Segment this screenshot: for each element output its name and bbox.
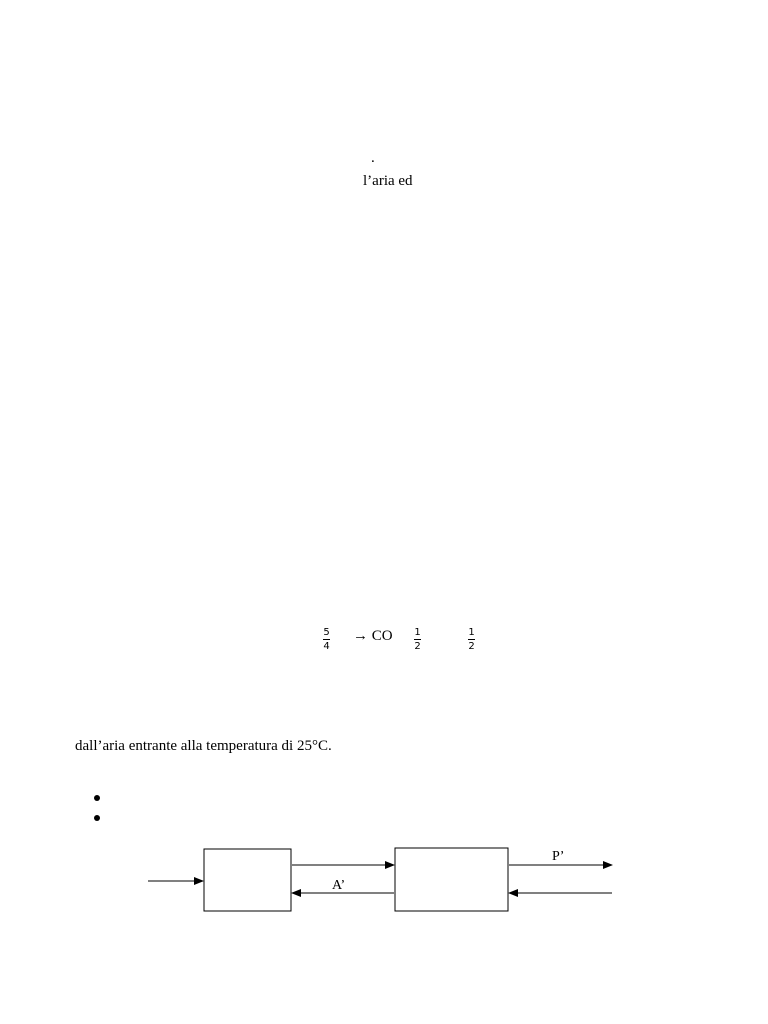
fraction-numerator: 1 [468, 627, 475, 638]
process-block-right [395, 848, 508, 911]
fraction-one-half-a [414, 626, 421, 653]
reaction-arrow-co: → CO [353, 628, 393, 644]
fraction-five-fourths [323, 626, 330, 653]
text-fragment-aria: l’aria ed [363, 173, 413, 189]
process-block-left [204, 849, 291, 911]
paragraph-text: dall’aria entrante alla temperatura di 25°C. [75, 738, 332, 754]
fraction-numerator: 5 [323, 627, 330, 638]
fraction-one-half-b [468, 626, 475, 653]
fraction-denominator: 4 [323, 641, 330, 652]
stream-label-a: A’ [332, 878, 346, 893]
bullet-point [94, 815, 100, 821]
stray-dot: . [371, 150, 375, 166]
fraction-denominator: 2 [414, 641, 421, 652]
stream-label-p: P’ [552, 849, 565, 864]
fraction-denominator: 2 [468, 641, 475, 652]
bullet-point [94, 795, 100, 801]
fraction-numerator: 1 [414, 627, 421, 638]
